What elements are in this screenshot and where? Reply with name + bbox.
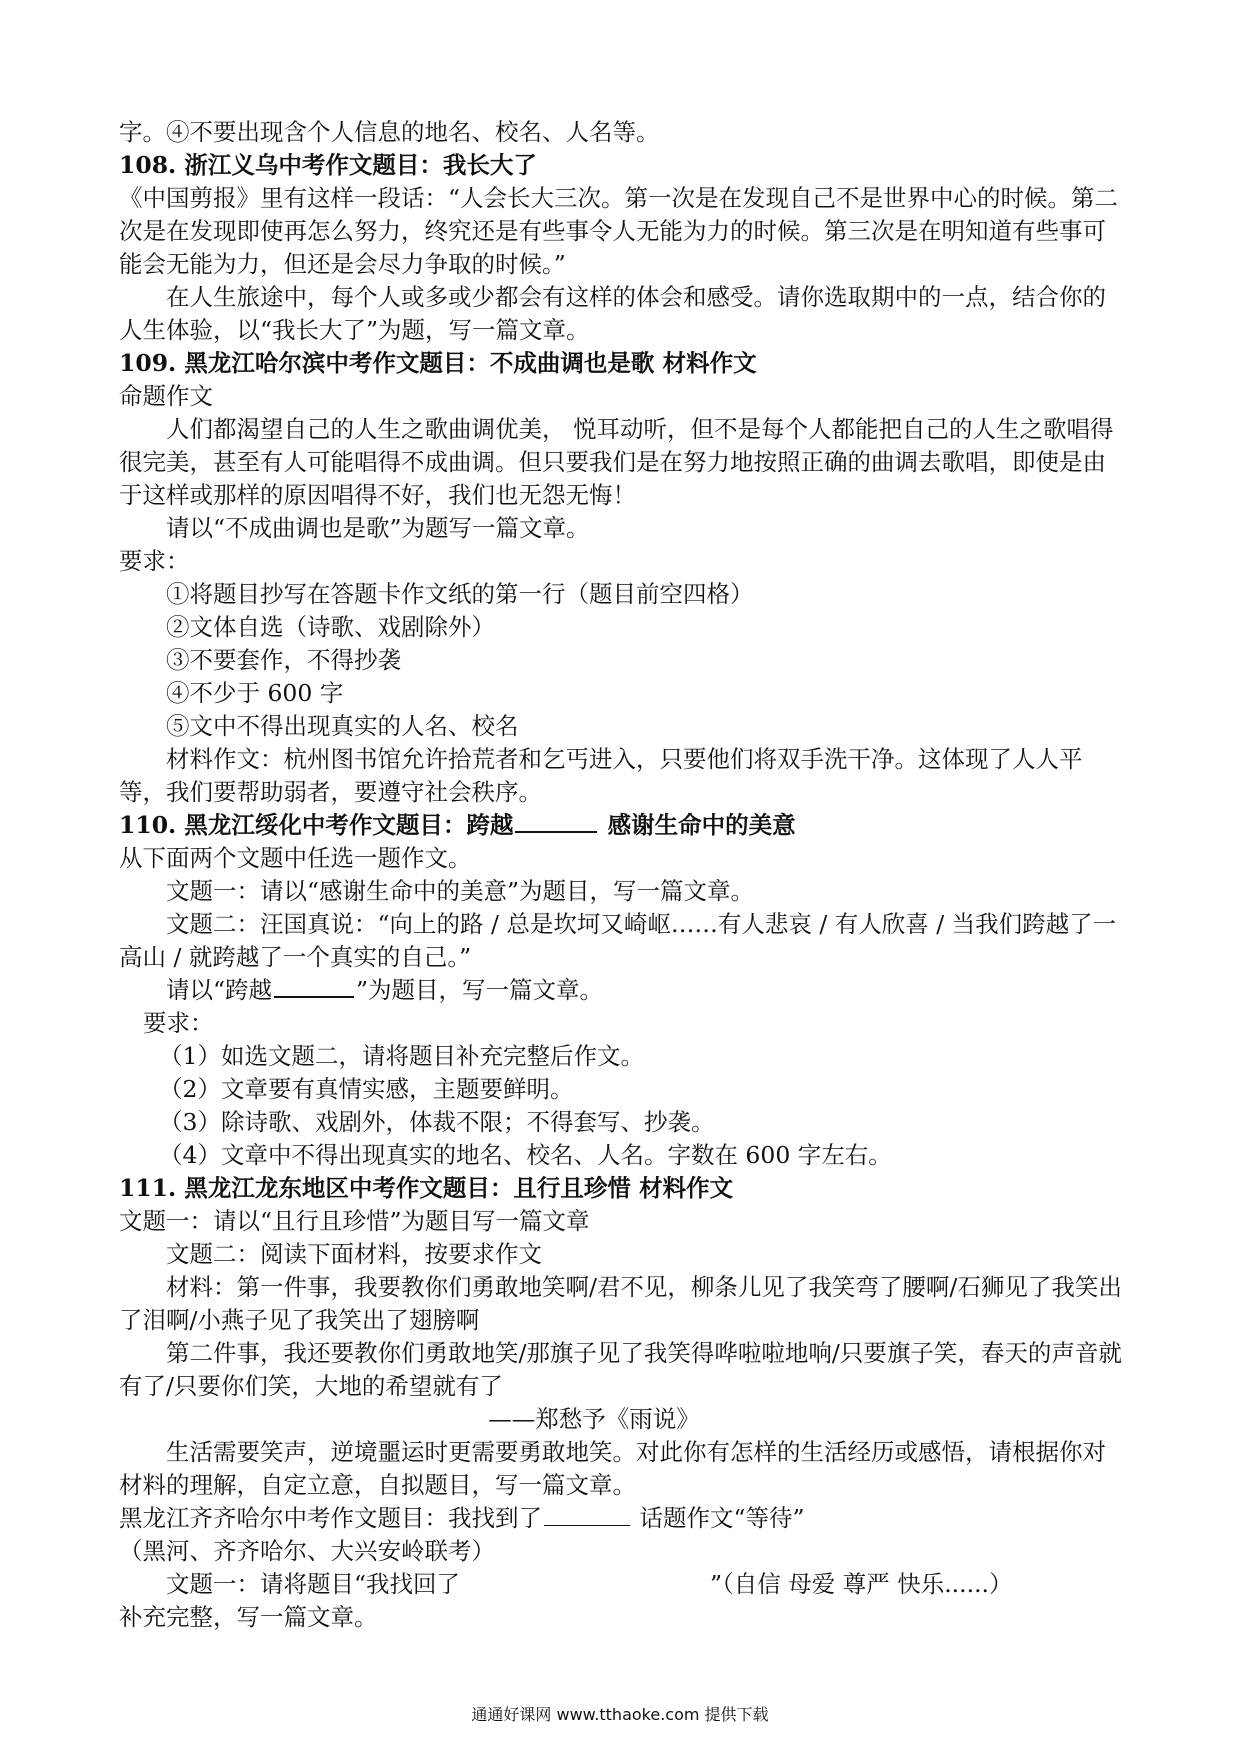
question-heading-109: 109. 黑龙江哈尔滨中考作文题目：不成曲调也是歌 材料作文: [119, 349, 757, 377]
requirement-item: （3）除诗歌、戏剧外，体裁不限；不得套写、抄袭。: [159, 1108, 715, 1136]
question-heading-111: 111. 黑龙江龙东地区中考作文题目：且行且珍惜 材料作文: [119, 1174, 734, 1202]
requirement-item: ②文体自选（诗歌、戏剧除外）: [166, 613, 495, 641]
fill-blank: [515, 809, 597, 833]
requirement-item: ④不少于 600 字: [166, 679, 344, 707]
document-body: [119, 116, 1129, 1634]
text-part: 文题一：请将题目“我找回了: [166, 1570, 461, 1598]
text-part: 话题作文“等待”: [632, 1504, 805, 1532]
requirement-item: ③不要套作，不得抄袭: [166, 646, 401, 674]
text-part: ”为题目，写一篇文章。: [356, 976, 604, 1004]
question-heading-108: 108. 浙江义乌中考作文题目：我长大了: [119, 151, 537, 179]
text-line: 请以“不成曲调也是歌”为题写一篇文章。: [166, 514, 590, 542]
paragraph: 第二件事，我还要教你们勇敢地笑/那旗子见了我笑得哗啦啦地响/只要旗子笑，春天的声音就有了/只要你们笑，大地的希望就有了: [119, 1339, 1122, 1400]
text-line: 文题一：请以“且行且珍惜”为题目写一篇文章: [119, 1207, 590, 1235]
heading-part: 110. 黑龙江绥化中考作文题目：跨越: [119, 811, 514, 839]
text-part: 请以“跨越: [166, 976, 273, 1004]
paragraph: 材料：第一件事，我要教你们勇敢地笑啊/君不见，柳条儿见了我笑弯了腰啊/石狮见了我笑出了泪啊/小燕子见了我笑出了翅膀啊: [119, 1273, 1122, 1334]
paragraph: 《中国剪报》里有这样一段话：“人会长大三次。第一次是在发现自己不是世界中心的时候。第二次是在发现即使再怎么努力，终究还是有些事令人无能为力的时候。第三次是在明知道有些事可能会无能为力，但还是会尽力争取的时候。”: [119, 184, 1119, 278]
text-line: [119, 1568, 1129, 1601]
text-line: 字。④不要出现含个人信息的地名、校名、人名等。: [119, 118, 660, 146]
text-part: 黑龙江齐齐哈尔中考作文题目：我找到了: [119, 1504, 542, 1532]
paragraph: 文题二：汪国真说：“向上的路 / 总是坎坷又崎岖……有人悲哀 / 有人欣喜 / 当我们跨越了一高山 / 就跨越了一个真实的自己。”: [119, 910, 1117, 971]
paragraph: 在人生旅途中，每个人或多或少都会有这样的体会和感受。请你选取期中的一点，结合你的人生体验，以“我长大了”为题，写一篇文章。: [119, 283, 1106, 344]
requirement-item: （4）文章中不得出现真实的地名、校名、人名。字数在 600 字左右。: [159, 1141, 892, 1169]
requirement-item: ⑤文中不得出现真实的人名、校名: [166, 712, 519, 740]
quote-attribution: ——郑愁予《雨说》: [488, 1405, 700, 1433]
text-line: [119, 974, 1129, 1007]
text-line: 文题二：阅读下面材料，按要求作文: [166, 1240, 542, 1268]
text-line: （黑河、齐齐哈尔、大兴安岭联考）: [119, 1537, 495, 1565]
question-heading-qiqihar: [119, 1502, 1129, 1535]
question-heading-110: [119, 809, 1129, 842]
text-line: 从下面两个文题中任选一题作文。: [119, 844, 472, 872]
requirement-item: （2）文章要有真情实感，主题要鲜明。: [159, 1075, 574, 1103]
fill-blank: [544, 1503, 630, 1526]
paragraph: 人们都渴望自己的人生之歌曲调优美， 悦耳动听，但不是每个人都能把自己的人生之歌唱得很完美，甚至有人可能唱得不成曲调。但只要我们是在努力地按照正确的曲调去歌唱，即使是由于这样或那样的原因唱得不好，我们也无怨无悔！: [119, 415, 1114, 509]
text-line: 命题作文: [119, 382, 213, 410]
requirements-label: 要求：: [119, 547, 190, 575]
requirement-item: ①将题目抄写在答题卡作文纸的第一行（题目前空四格）: [166, 580, 754, 608]
text-line: 补充完整，写一篇文章。: [119, 1603, 378, 1631]
fill-blank: [274, 974, 354, 998]
paragraph: 生活需要笑声，逆境噩运时更需要勇敢地笑。对此你有怎样的生活经历或感悟，请根据你对材料的理解，自定立意，自拟题目，写一篇文章。: [119, 1438, 1106, 1499]
text-line: 文题一：请以“感谢生命中的美意”为题目，写一篇文章。: [166, 877, 755, 905]
text-part: ”（自信 母爱 尊严 快乐......）: [710, 1570, 1013, 1598]
requirements-label: 要求：: [143, 1009, 214, 1037]
requirement-item: （1）如选文题二，请将题目补充完整后作文。: [159, 1042, 644, 1070]
paragraph: 材料作文：杭州图书馆允许拾荒者和乞丐进入，只要他们将双手洗干净。这体现了人人平等，我们要帮助弱者，要遵守社会秩序。: [119, 745, 1083, 806]
page-footer: 通通好课网 www.tthaoke.com 提供下载: [471, 1705, 769, 1724]
heading-part: 感谢生命中的美意: [599, 811, 796, 839]
